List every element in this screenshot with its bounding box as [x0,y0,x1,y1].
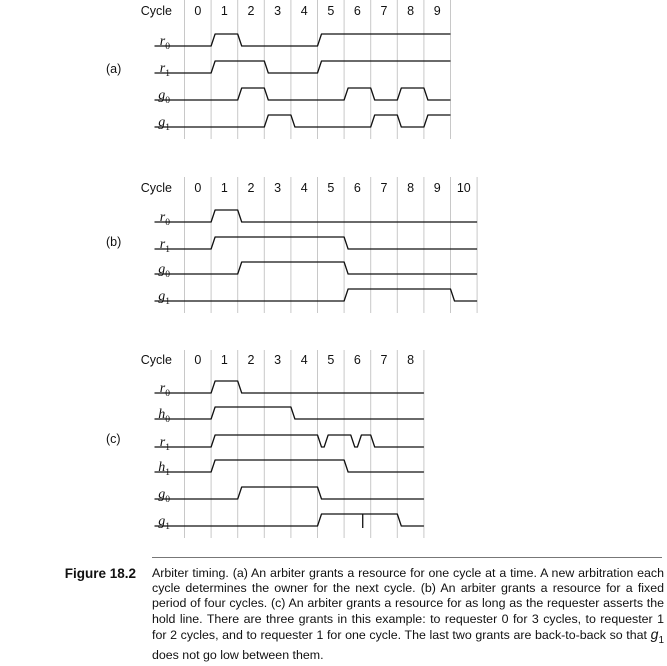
signal-waveform [155,487,424,499]
cycle-number: 1 [220,181,228,195]
cycle-number: 7 [380,353,388,367]
cycle-number: 8 [407,181,415,195]
cycle-number: 7 [380,4,388,18]
signal-label: $g_1$ [158,514,170,532]
caption-text-after: does not go low between them. [152,647,324,662]
cycle-number: 3 [274,181,282,195]
signal-waveform [155,237,478,249]
cycle-number: 0 [194,4,202,18]
signal-waveform [155,514,424,526]
caption-variable-name: g [650,625,659,642]
signal-waveform [155,115,451,127]
signal-label: $g_0$ [158,487,170,505]
cycle-number: 3 [274,353,282,367]
cycle-number: 4 [300,353,308,367]
figure-label: Figure 18.2 [64,566,136,581]
caption-divider [152,557,662,558]
cycle-number: 5 [327,181,335,195]
signal-waveform [155,210,478,222]
cycle-header-label: Cycle [140,353,172,367]
signal-label: $g_0$ [158,262,170,280]
cycle-number: 1 [220,4,228,18]
signal-label: $r_0$ [159,381,170,399]
signal-label: $g_1$ [158,289,170,307]
cycle-number: 6 [353,353,361,367]
signal-label: $r_1$ [159,237,170,255]
signal-waveform [155,407,424,419]
signal-label: $h_1$ [158,460,170,478]
panel-b [106,177,477,313]
cycle-number: 10 [456,181,471,195]
cycle-number: 2 [247,353,255,367]
cycle-number: 8 [407,4,415,18]
signal-waveform [155,460,424,472]
signal-label: $r_0$ [159,34,170,52]
signal-label: $r_1$ [159,61,170,79]
figure-caption [152,566,664,663]
cycle-number: 1 [220,353,228,367]
cycle-number: 9 [433,181,441,195]
signal-waveform [155,435,424,447]
cycle-number: 2 [247,4,255,18]
cycle-number: 8 [407,353,415,367]
cycle-number: 4 [300,4,308,18]
signal-waveform [155,381,424,393]
signal-label: $h_0$ [158,407,170,425]
cycle-number: 6 [353,181,361,195]
signal-waveform [155,34,451,46]
signal-label: $g_1$ [158,115,170,133]
signal-waveform [155,289,478,301]
cycle-header-label: Cycle [140,4,172,18]
signal-waveform [155,262,478,274]
panel-a [106,0,451,139]
panel-c [106,350,424,538]
cycle-number: 7 [380,181,388,195]
cycle-number: 5 [327,4,335,18]
cycle-header-label: Cycle [140,181,172,195]
caption-variable [650,625,664,646]
cycle-number: 4 [300,181,308,195]
cycle-number: 5 [327,353,335,367]
cycle-number: 9 [433,4,441,18]
cycle-number: 6 [353,4,361,18]
signal-waveform [155,61,451,73]
panel-label: (b) [106,235,122,249]
signal-label: $g_0$ [158,88,170,106]
signal-label: $r_0$ [159,210,170,228]
cycle-number: 0 [194,353,202,367]
caption-variable-subscript: 1 [658,634,664,646]
cycle-number: 2 [247,181,255,195]
panel-label: (a) [106,62,122,76]
caption-text-before: Arbiter timing. (a) An arbiter grants a resource for one cycle at a time. A new arbitration each cycle determines the owner for the next cycle. (b) An arbiter grants a resource for a fixed period of four cycles. (c) An arbiter grants a resource for as long as the requester asserts the hold line. There are three grants in this example: to requester 0 for 3 cycles, to requester 1 for 2 cycles, and to requester 1 for one cycle. The last two grants are back-to-back so that [152,566,664,642]
cycle-number: 0 [194,181,202,195]
cycle-number: 3 [274,4,282,18]
signal-waveform [155,88,451,100]
signal-label: $r_1$ [159,435,170,453]
panel-label: (c) [106,432,121,446]
